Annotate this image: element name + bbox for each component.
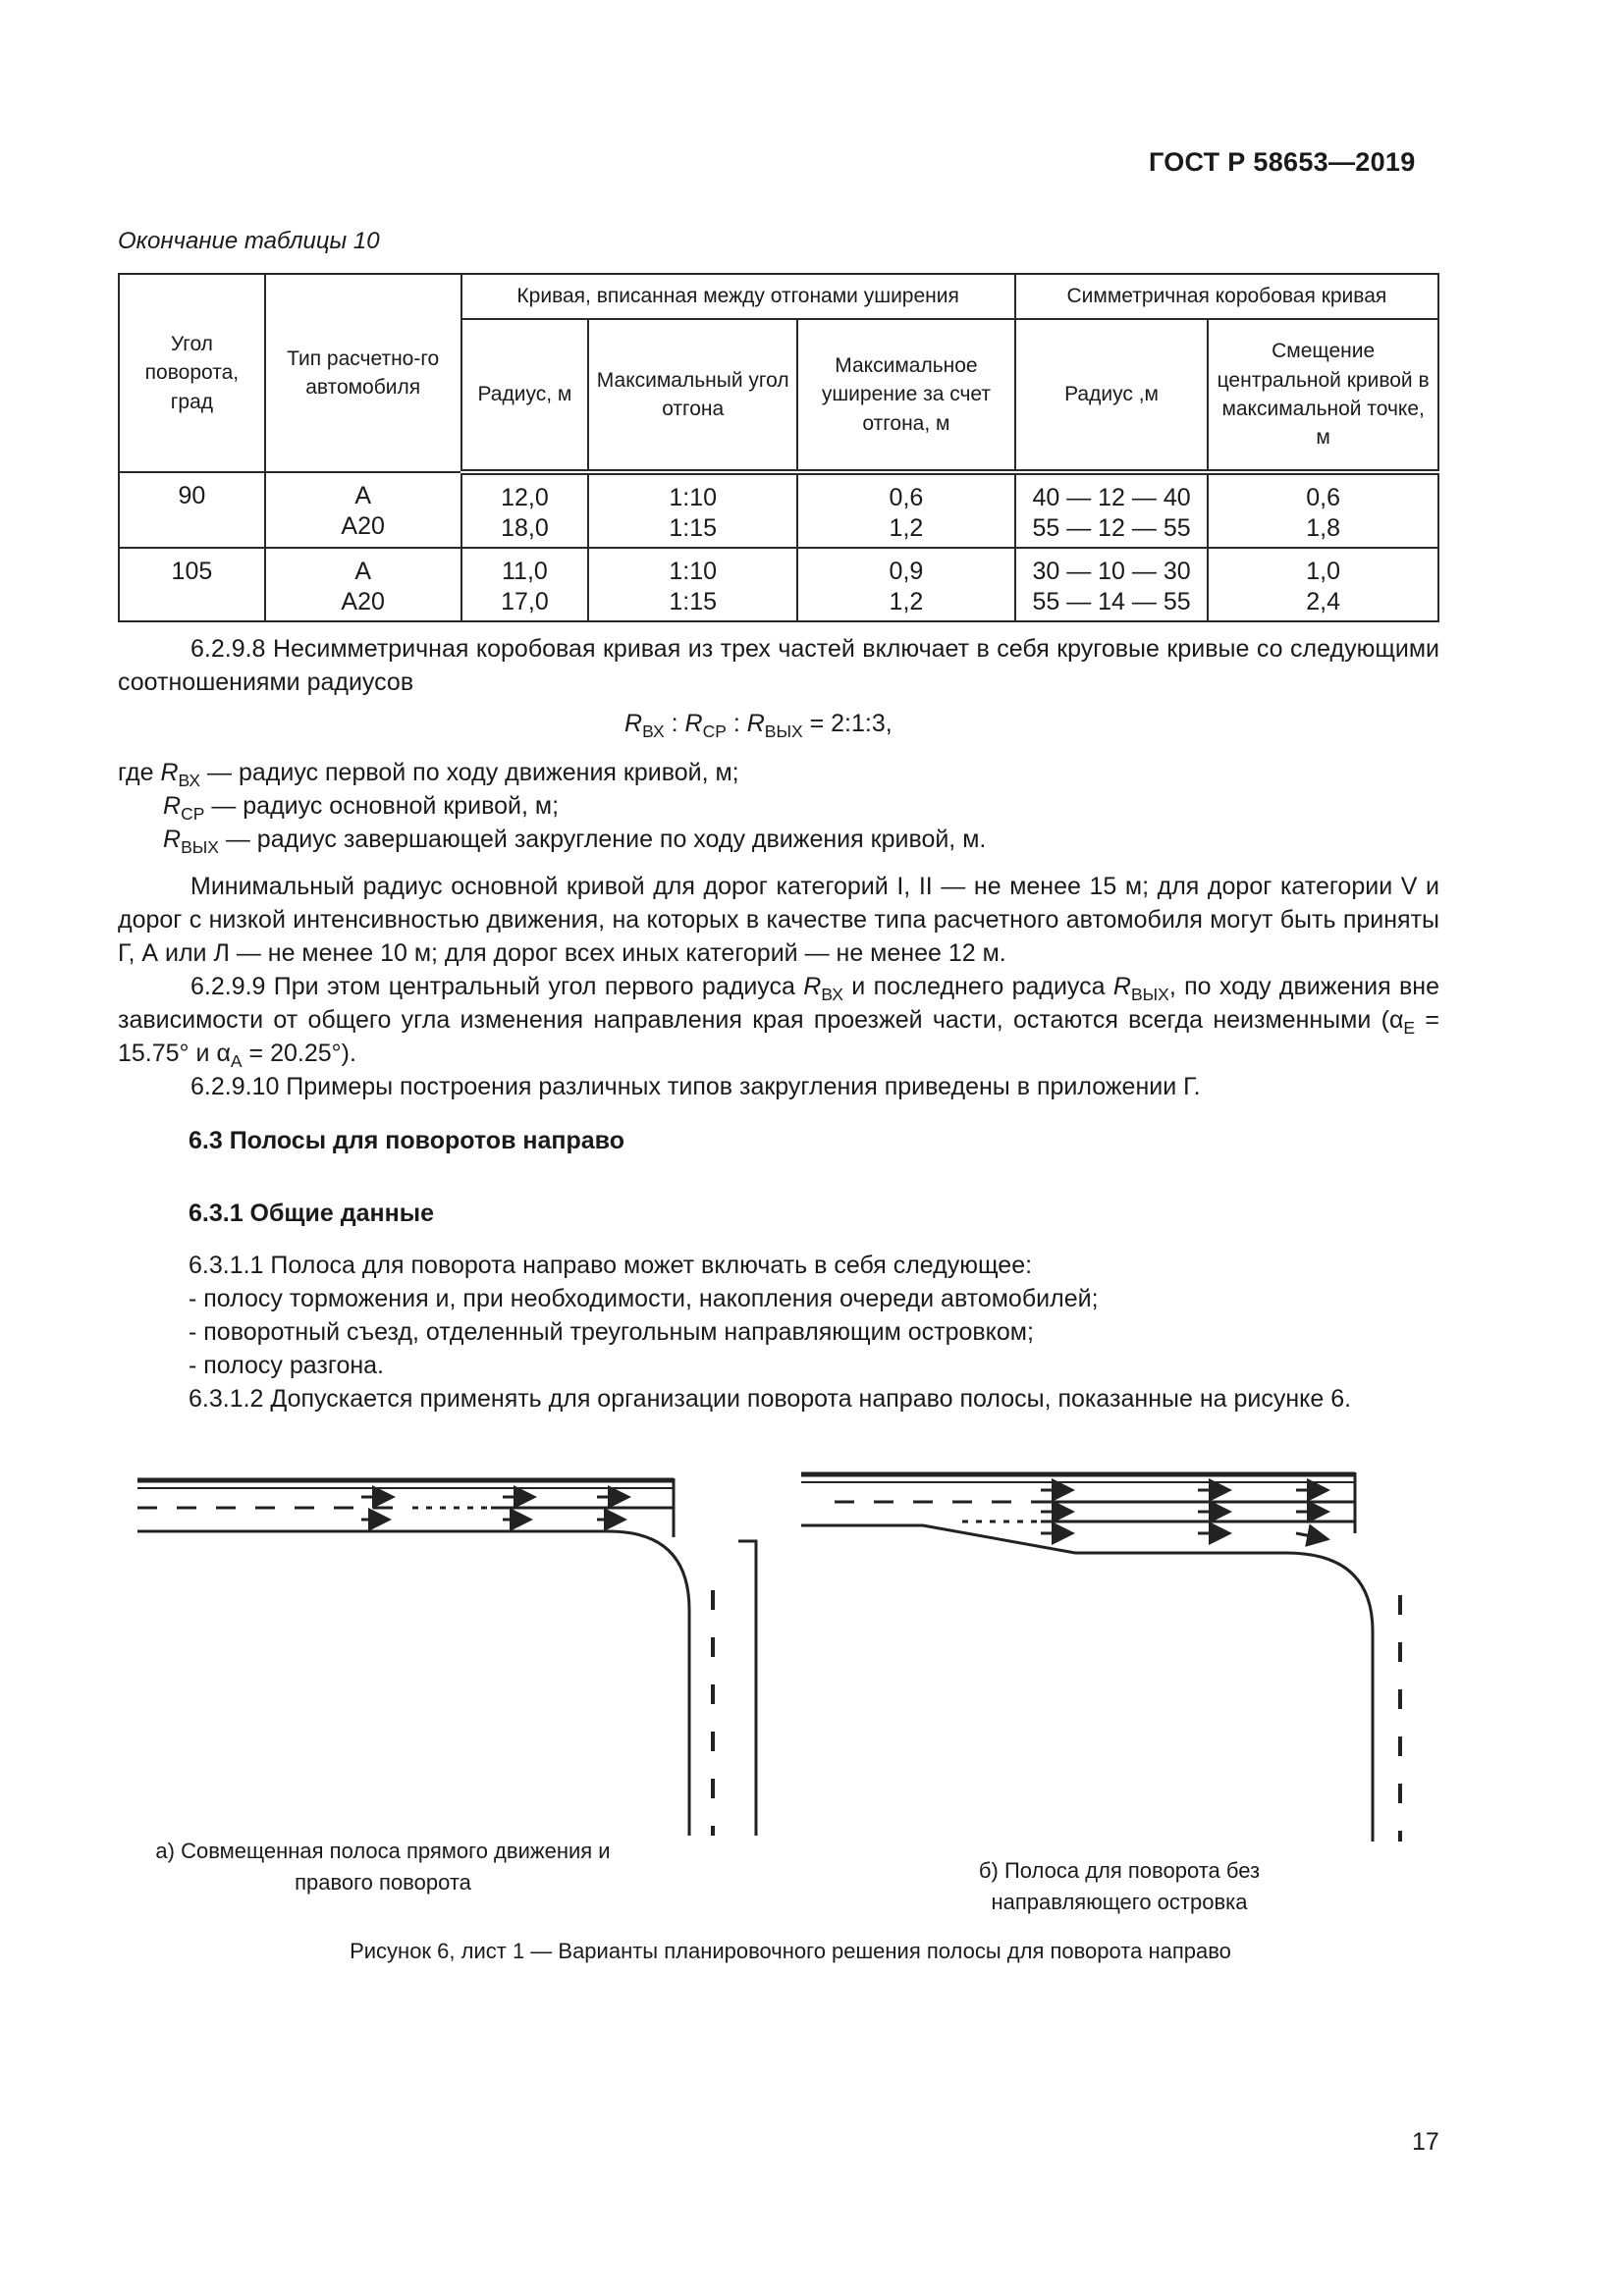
cell-max-angle: 1:10 1:15 xyxy=(588,548,797,621)
cell-vehicle: А А20 xyxy=(265,472,461,548)
cell-offset: 1,0 2,4 xyxy=(1208,548,1438,621)
figure-subcaption-b: б) Полоса для поворота без направляющего островка xyxy=(978,1858,1261,1914)
cell-radius: 12,0 18,0 xyxy=(461,472,589,548)
section-heading-6-3-1: 6.3.1 Общие данные xyxy=(189,1200,434,1227)
paragraph-6-3-1-2: 6.3.1.2 Допускается применять для организации поворота направо полосы, показанные на рисунке 6. xyxy=(189,1385,1352,1413)
cell-radius-compound: 30 — 10 — 30 55 — 14 — 55 xyxy=(1015,548,1209,621)
list-item: - полосу разгона. xyxy=(189,1352,384,1379)
figure-subcaption-a: а) Совмещенная полоса прямого движения и правого поворота xyxy=(155,1839,611,1895)
list-item: - поворотный съезд, отделенный треугольным направляющим островком; xyxy=(189,1318,1034,1346)
page-number: 17 xyxy=(1412,2128,1439,2156)
cell-angle: 105 xyxy=(119,548,265,621)
diagram-b xyxy=(801,1472,1400,1842)
cell-vehicle: А А20 xyxy=(265,548,461,621)
header-radius: Радиус, м xyxy=(461,319,589,472)
cell-angle: 90 xyxy=(119,472,265,548)
paragraph-6-2-9-10: 6.2.9.10 Примеры построения различных типов закругления приведены в приложении Г. xyxy=(190,1073,1201,1100)
paragraph-6-2-9-8: 6.2.9.8 Несимметричная коробовая кривая из трех частей включает в себя круговые кривые со следующими соотношениями радиусов xyxy=(118,635,1439,696)
document-standard-number: ГОСТ Р 58653—2019 xyxy=(1149,147,1416,177)
figure-caption: Рисунок 6, лист 1 — Варианты планировочного решения полосы для поворота направо xyxy=(350,1939,1231,1963)
paragraph-6-2-9-9: 6.2.9.9 При этом центральный угол первого радиуса $R_{ВХ}$ и последнего радиуса $R_{ВЫХ}$, по ходу движения вне зависимости от общего угла изменения направления края проезжей части, остаются всегда неизменными ($\alpha_E = 15.75^\circ$ и $\alpha_A = 20.25^\circ$). xyxy=(118,973,1440,1072)
where-line-3: $R_{ВЫХ}$ — радиус завершающей закругление по ходу движения кривой, м. xyxy=(163,826,987,858)
where-line-2: $R_{СР}$ — радиус основной кривой, м; xyxy=(163,792,560,825)
paragraph-6-3-1-1: 6.3.1.1 Полоса для поворота направо может включать в себя следующее: xyxy=(189,1252,1033,1279)
header-max-widening: Максимальное уширение за счет отгона, м xyxy=(797,319,1015,472)
diagram-a xyxy=(137,1478,756,1836)
header-vehicle: Тип расчетно-го автомобиля xyxy=(265,274,461,472)
list-item: - полосу торможения и, при необходимости, накопления очереди автомобилей; xyxy=(189,1285,1099,1312)
header-central-offset: Смещение центральной кривой в максимальной точке, м xyxy=(1208,319,1438,472)
where-line-1: где $R_{ВХ}$ — радиус первой по ходу движения кривой, м; xyxy=(118,759,739,791)
section-heading-6-3: 6.3 Полосы для поворотов направо xyxy=(189,1127,624,1154)
cell-radius-compound: 40 — 12 — 40 55 — 12 — 55 xyxy=(1015,472,1209,548)
table-caption: Окончание таблицы 10 xyxy=(118,228,380,254)
cell-widening: 0,9 1,2 xyxy=(797,548,1015,621)
header-radius-compound: Радиус ,м xyxy=(1015,319,1209,472)
header-group-curve-between-widening: Кривая, вписанная между отгонами уширения xyxy=(461,274,1015,319)
diagram-b-arrows xyxy=(1041,1490,1327,1539)
paragraph-min-radius: Минимальный радиус основной кривой для дорог категорий I, II — не менее 15 м; для дорог категории V и дорог с низкой интенсивностью движения, на которых в качестве типа расчетного автомобиля могут быть приняты Г, А или Л — не менее 10 м; для дорог всех иных категорий — не менее 12 м. xyxy=(118,873,1439,967)
cell-widening: 0,6 1,2 xyxy=(797,472,1015,548)
cell-radius: 11,0 17,0 xyxy=(461,548,589,621)
header-angle: Угол поворота, град xyxy=(119,274,265,472)
cell-offset: 0,6 1,8 xyxy=(1208,472,1438,548)
header-max-angle: Максимальный угол отгона xyxy=(588,319,797,472)
header-group-symmetric-compound-curve: Симметричная коробовая кривая xyxy=(1015,274,1438,319)
formula-radius-ratio: $R_{ВХ}$ : $R_{СР}$ : $R_{ВЫХ}$ = 2:1:3, xyxy=(624,710,893,742)
cell-max-angle: 1:10 1:15 xyxy=(588,472,797,548)
